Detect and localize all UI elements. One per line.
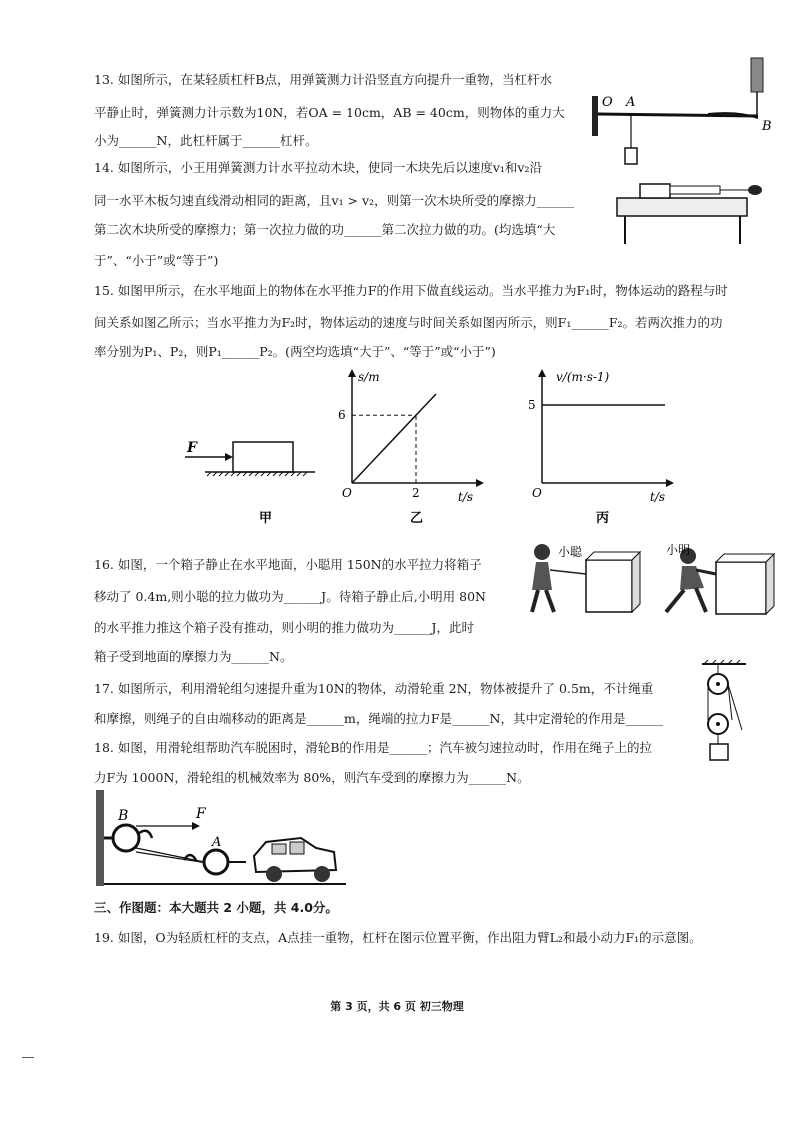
q16-label-right: 小明	[666, 543, 691, 557]
lever-figure	[588, 56, 778, 176]
q19-line-1: 19. 如图，O为轻质杠杆的支点，A点挂一重物，杠杆在图示位置平衡，作出阻力臂L₂和最小动力F₁的示意图。	[94, 930, 702, 945]
q16-line-1: 16. 如图，一个箱子静止在水平地面，小聪用 150N的水平拉力将箱子	[94, 557, 482, 572]
bing-origin: O	[532, 486, 542, 500]
yi-xtick: 2	[412, 486, 420, 500]
q15-line-2: 间关系如图乙所示；当水平推力为F₂时，物体运动的速度与时间关系如图丙所示，则F₁______F₂。若两次推力的功	[94, 315, 723, 330]
lever-label-a: A	[626, 95, 636, 110]
figure-yi	[330, 365, 500, 530]
jia-caption: 甲	[259, 511, 273, 526]
q16-line-2: 移动了 0.4m,则小聪的拉力做功为______J。待箱子静止后,小明用 80N	[94, 589, 486, 604]
bing-ylabel: v/(m·s-1)	[556, 370, 610, 384]
q18-line-2: 力F为 1000N，滑轮组的机械效率为 80%，则汽车受到的摩擦力为______N。	[94, 770, 530, 785]
pulley-figure	[698, 660, 778, 775]
q16-figure	[520, 540, 780, 620]
q16-label-left: 小聪	[558, 545, 583, 559]
q18-line-1: 18. 如图，用滑轮组帮助汽车脱困时，滑轮B的作用是______；汽车被匀速拉动时，作用在绳子上的拉	[94, 740, 653, 755]
yi-origin: O	[342, 486, 352, 500]
q14-line-3: 第二次木块所受的摩擦力；第一次拉力做的功______第二次拉力做的功。(均选填“大	[94, 222, 556, 237]
q14-line-2: 同一水平木板匀速直线滑动相同的距离，且v₁ > v₂，则第一次木块所受的摩擦力______	[94, 193, 575, 208]
lever-label-b: B	[762, 119, 772, 134]
q16-line-3: 的水平推力推这个箱子没有推动，则小明的推力做功为______J，此时	[94, 620, 475, 635]
q15-line-3: 率分别为P₁、P₂，则P₁______P₂。(两空均选填“大于”、“等于”或“小于”)	[94, 344, 496, 359]
car-label-f: F	[196, 806, 206, 822]
yi-line	[352, 394, 436, 483]
yi-ylabel: s/m	[358, 370, 380, 384]
q13-line-1: 13. 如图所示，在某轻质杠杆B点，用弹簧测力计沿竖直方向提升一重物，当杠杆水	[94, 72, 553, 87]
q13-line-2: 平静止时，弹簧测力计示数为10N，若OA = 10cm，AB = 40cm，则物体的重力大	[94, 105, 565, 120]
car-label-b: B	[118, 808, 129, 824]
lever-label-o: O	[602, 95, 613, 110]
yi-caption: 乙	[410, 511, 424, 526]
yi-ytick: 6	[338, 408, 346, 423]
bing-ytick: 5	[528, 398, 536, 412]
section-3-heading: 三、作图题：本大题共 2 小题，共 4.0分。	[94, 900, 338, 915]
figure-bing	[520, 365, 695, 530]
q14-line-1: 14. 如图所示，小王用弹簧测力计水平拉动木块，使同一木块先后以速度v₁和v₂沿	[94, 160, 542, 175]
yi-xlabel: t/s	[458, 490, 474, 504]
q17-line-2: 和摩擦，则绳子的自由端移动的距离是______m，绳端的拉力F是______N，其中定滑轮的作用是______	[94, 711, 663, 726]
q14-line-4: 于”、“小于”或“等于”)	[94, 253, 219, 268]
bing-xlabel: t/s	[650, 490, 666, 504]
scan-mark	[22, 1057, 34, 1058]
q17-line-1: 17. 如图所示，利用滑轮组匀速提升重为10N的物体，动滑轮重 2N，物体被提升了 0.5m，不计绳重	[94, 681, 654, 696]
car-figure	[96, 790, 351, 890]
q15-line-1: 15. 如图甲所示，在水平地面上的物体在水平推力F的作用下做直线运动。当水平推力为F₁时，物体运动的路程与时	[94, 283, 728, 298]
table-figure	[615, 176, 780, 246]
q13-line-3: 小为______N，此杠杆属于______杠杆。	[94, 133, 318, 148]
page-footer: 第 3 页，共 6 页 初三物理	[330, 1000, 464, 1013]
car-label-a: A	[212, 835, 222, 850]
jia-force-label: F	[187, 440, 197, 456]
figure-jia	[175, 430, 315, 530]
bing-caption: 丙	[596, 511, 610, 526]
q16-line-4: 箱子受到地面的摩擦力为______N。	[94, 649, 293, 664]
